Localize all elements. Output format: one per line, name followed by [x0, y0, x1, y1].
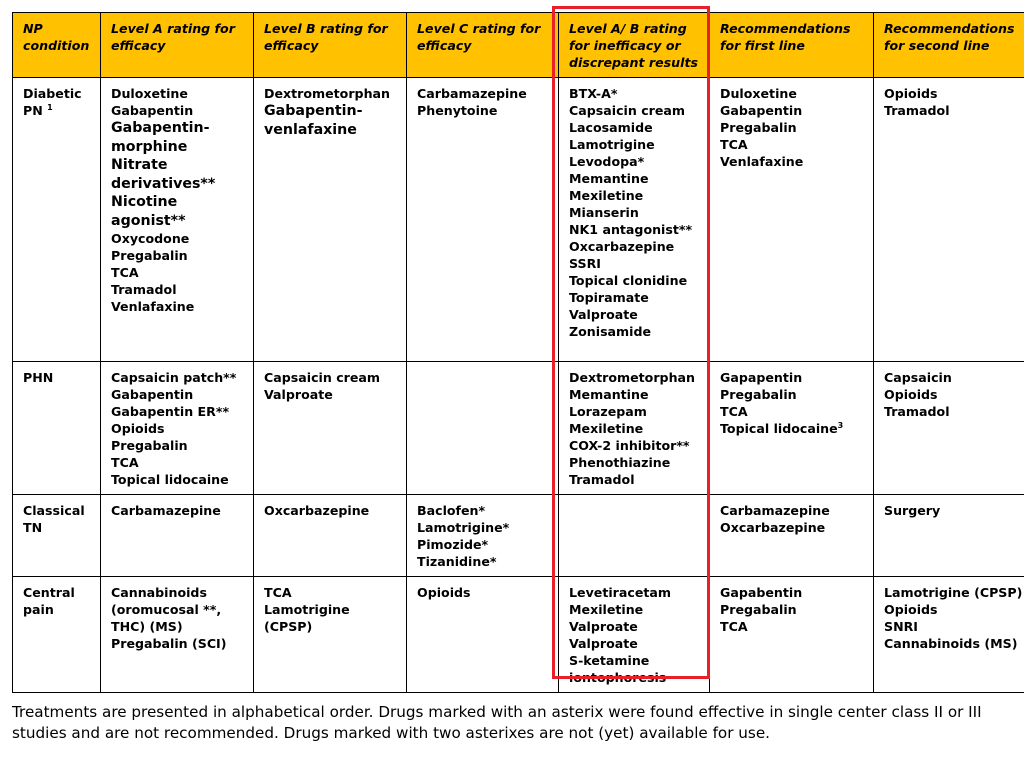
- drug-item: Valproate: [569, 307, 638, 322]
- first-line-cell: [710, 78, 874, 362]
- drug-item: [720, 420, 864, 437]
- drug-item: Cannabinoids (MS): [884, 636, 1018, 651]
- level-b-cell: [254, 78, 407, 362]
- drug-item: Surgery: [884, 503, 941, 518]
- first-line-cell: [710, 577, 874, 693]
- drug-item: Carbamazepine: [720, 503, 830, 518]
- drug-item: Opioids: [884, 387, 938, 402]
- drug-item: Capsaicin cream: [569, 103, 686, 118]
- drug-item: Carbamazepine: [111, 503, 221, 518]
- drug-item: Mexiletine: [569, 602, 644, 617]
- drug-item: Gabapentin-morphine: [111, 120, 210, 155]
- level-c-cell: [407, 78, 559, 362]
- drug-item: Valproate: [569, 619, 638, 634]
- header-row: [13, 13, 1024, 78]
- drug-item: Zonisamide: [569, 324, 652, 339]
- table-row: [13, 495, 1024, 577]
- drug-item: Capsaicin cream: [264, 370, 381, 385]
- drug-item: Lorazepam: [569, 404, 647, 419]
- drug-item: Gabapentin: [111, 387, 194, 402]
- header-second-line: Recommendations for second line: [874, 13, 1024, 78]
- drug-item: Venlafaxine: [720, 154, 804, 169]
- drug-item: S-ketamine iontophoresis: [569, 653, 667, 685]
- header-level-c: Level C rating for efficacy: [407, 13, 559, 78]
- drug-item: Opioids: [884, 602, 938, 617]
- drug-item: Pregabalin: [720, 602, 797, 617]
- drug-item: Nitrate derivatives**: [111, 157, 216, 192]
- condition-label: Diabetic PN: [23, 86, 82, 118]
- drug-name: Topical lidocaine: [720, 421, 838, 436]
- drug-item: Opioids: [417, 585, 471, 600]
- drug-item: Pregabalin: [111, 438, 188, 453]
- drug-item: Mianserin: [569, 205, 639, 220]
- drug-item: Gabapentin: [111, 103, 194, 118]
- inefficacy-cell: [559, 362, 710, 495]
- drug-item: Tramadol: [884, 404, 950, 419]
- drug-item: Gabapentin: [720, 103, 803, 118]
- drug-item: Levetiracetam: [569, 585, 672, 600]
- drug-item: Tramadol: [569, 472, 635, 487]
- drug-item: BTX-A*: [569, 86, 618, 101]
- drug-item: Memantine: [569, 171, 649, 186]
- drug-item: TCA: [264, 585, 292, 600]
- level-a-cell: [101, 577, 254, 693]
- drug-item: Levodopa*: [569, 154, 645, 169]
- level-a-cell: [101, 362, 254, 495]
- drug-item: Gapapentin: [720, 370, 803, 385]
- drug-item: TCA: [720, 137, 748, 152]
- table-row: [13, 362, 1024, 495]
- drug-item: Baclofen*: [417, 503, 486, 518]
- table-row: [13, 78, 1024, 362]
- header-inefficacy: Level A/ B rating for inefficacy or discrepant results: [559, 13, 710, 78]
- level-c-cell: [407, 362, 559, 495]
- level-b-cell: [254, 495, 407, 577]
- drug-item: NK1 antagonist**: [569, 222, 693, 237]
- drug-item: Valproate: [264, 387, 333, 402]
- second-line-cell: [874, 577, 1024, 693]
- condition-cell: [13, 362, 101, 495]
- drug-item: Memantine: [569, 387, 649, 402]
- drug-item: Lacosamide: [569, 120, 653, 135]
- drug-item: TCA: [111, 265, 139, 280]
- drug-item: Pregabalin (SCI): [111, 636, 227, 651]
- drug-item: SNRI: [884, 619, 918, 634]
- drug-item: Dextrometorphan: [264, 86, 390, 101]
- drug-item: Pimozide*: [417, 537, 489, 552]
- drug-item: Opioids: [111, 421, 165, 436]
- drug-item: Topical lidocaine: [111, 472, 229, 487]
- condition-label: Classical TN: [23, 503, 85, 535]
- level-c-cell: [407, 577, 559, 693]
- drug-item: Pregabalin: [111, 248, 188, 263]
- drug-item: TCA: [720, 404, 748, 419]
- drug-item: Duloxetine: [720, 86, 797, 101]
- second-line-cell: [874, 362, 1024, 495]
- drug-item: Lamotrigine: [569, 137, 655, 152]
- drug-item: Pregabalin: [720, 120, 797, 135]
- drug-item: Dextrometorphan: [569, 370, 695, 385]
- drug-item: Valproate: [569, 636, 638, 651]
- level-a-cell: [101, 495, 254, 577]
- drug-item: Gabapentin-venlafaxine: [264, 103, 363, 138]
- header-np-condition: NP condition: [13, 13, 101, 78]
- drug-item: Tizanidine*: [417, 554, 497, 569]
- level-a-cell: [101, 78, 254, 362]
- drug-item: Mexiletine: [569, 188, 644, 203]
- header-level-a: Level A rating for efficacy: [101, 13, 254, 78]
- drug-item: Venlafaxine: [111, 299, 195, 314]
- drug-item: Tramadol: [111, 282, 177, 297]
- footnote-text: Treatments are presented in alphabetical order. Drugs marked with an asterix were found effective in single center class II or III studies and are not recommended. Drugs marked with two asterixes are not (yet) available for use.: [12, 703, 982, 742]
- np-treatment-table: [12, 12, 1024, 693]
- drug-item: Lamotrigine (CPSP): [884, 585, 1023, 600]
- drug-item: TCA: [111, 455, 139, 470]
- inefficacy-cell: [559, 78, 710, 362]
- drug-item: Capsaicin patch**: [111, 370, 237, 385]
- drug-item: Topiramate: [569, 290, 649, 305]
- drug-item: Lamotrigine (CPSP): [264, 602, 350, 634]
- drug-item: SSRI: [569, 256, 601, 271]
- drug-item: Topical clonidine: [569, 273, 688, 288]
- condition-label: PHN: [23, 370, 54, 385]
- level-c-cell: [407, 495, 559, 577]
- drug-item: Oxycodone: [111, 231, 190, 246]
- drug-item: TCA: [720, 619, 748, 634]
- second-line-cell: [874, 495, 1024, 577]
- header-level-b: Level B rating for efficacy: [254, 13, 407, 78]
- condition-cell: [13, 78, 101, 362]
- drug-item: Lamotrigine*: [417, 520, 510, 535]
- drug-item: Tramadol: [884, 103, 950, 118]
- drug-item: Gapabentin: [720, 585, 803, 600]
- drug-item: Phenytoine: [417, 103, 498, 118]
- first-line-cell: [710, 495, 874, 577]
- drug-item: Opioids: [884, 86, 938, 101]
- inefficacy-cell: [559, 495, 710, 577]
- footnote-ref: 3: [837, 420, 844, 430]
- level-b-cell: [254, 362, 407, 495]
- drug-item: Gabapentin ER**: [111, 404, 230, 419]
- drug-item: COX-2 inhibitor**: [569, 438, 690, 453]
- drug-item: Phenothiazine: [569, 455, 671, 470]
- drug-item: Oxcarbazepine: [264, 503, 370, 518]
- drug-item: Oxcarbazepine: [569, 239, 675, 254]
- footnote-ref: 1: [47, 102, 53, 112]
- level-b-cell: [254, 577, 407, 693]
- header-first-line: Recommendations for first line: [710, 13, 874, 78]
- drug-item: Oxcarbazepine: [720, 520, 826, 535]
- drug-item: Capsaicin: [884, 370, 952, 385]
- inefficacy-cell: [559, 577, 710, 693]
- first-line-cell: [710, 362, 874, 495]
- drug-item: Cannabinoids (oromucosal **, THC) (MS): [111, 585, 222, 634]
- second-line-cell: [874, 78, 1024, 362]
- condition-label: Central pain: [23, 585, 75, 617]
- drug-item: Duloxetine: [111, 86, 188, 101]
- drug-item: Carbamazepine: [417, 86, 527, 101]
- table-row: [13, 577, 1024, 693]
- drug-item: Mexiletine: [569, 421, 644, 436]
- condition-cell: [13, 577, 101, 693]
- drug-item: Nicotine agonist**: [111, 194, 186, 229]
- drug-item: Pregabalin: [720, 387, 797, 402]
- condition-cell: [13, 495, 101, 577]
